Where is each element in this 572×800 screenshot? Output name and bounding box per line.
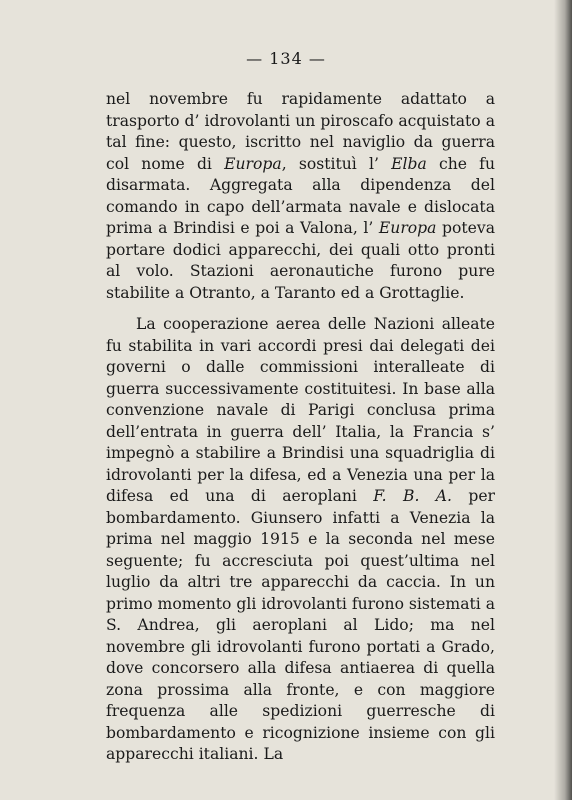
text-segment: , sostituì l’ [281,154,392,173]
text-segment: poteva portare dodici apparecchi, dei quali otto pronti al volo. Stazioni aeronautiche furono pure stabilite a Otranto, a Taranto ed a Grottaglie. [106,219,495,302]
page-edge-shadow [554,0,572,800]
italic-segment: Elba [391,154,427,173]
text-segment: La cooperazione aerea delle Nazioni alleate fu stabilita in vari accordi presi dai delegati dei governi o dalle commissioni interalleate di guerra successivamente costituitesi. In base alla convenzione navale di Parigi conclusa prima dell’entrata in guerra dell’ Italia, la Francia s’ impegnò a stabilire a Brindisi una squadriglia di idrovolanti per la difesa, ed a Venezia una per la difesa ed una di aeroplani [106,315,495,505]
paragraph-2 [106,314,495,766]
paragraph-1 [106,89,495,304]
text-segment: per bombardamento. Giunsero infatti a Venezia la prima nel maggio 1915 e la seconda nel mese seguente; fu accresciuta poi quest’ultima nel luglio da altri tre apparecchi da caccia. In un primo momento gli idrovolanti furono sistemati a S. Andrea, gli aeroplani al Lido; ma nel novembre gli idrovolanti furono portati a Grado, dove concorsero alla difesa antiaerea di quella zona prossima alla fronte, e con maggiore frequenza alle spedizioni guerresche di bombardamento e ricognizione insieme con gli apparecchi italiani. La [106,487,496,763]
italic-segment: Europa [378,219,437,237]
page-number: — 134 — [246,49,326,68]
italic-segment: F. B. A. [373,487,452,505]
text-segment: nel novembre fu rapidamente adattato a trasporto d’ idrovolanti un piroscafo acquistato a tal fine: questo, iscritto nel naviglio da guerra col nome di [106,90,495,173]
text-segment: che fu disarmata. Aggregata alla dipendenza del comando in capo dell’armata navale e dislocata prima a Brindisi e poi a Valona, l’ [106,154,495,237]
italic-segment: Europa [224,154,282,173]
